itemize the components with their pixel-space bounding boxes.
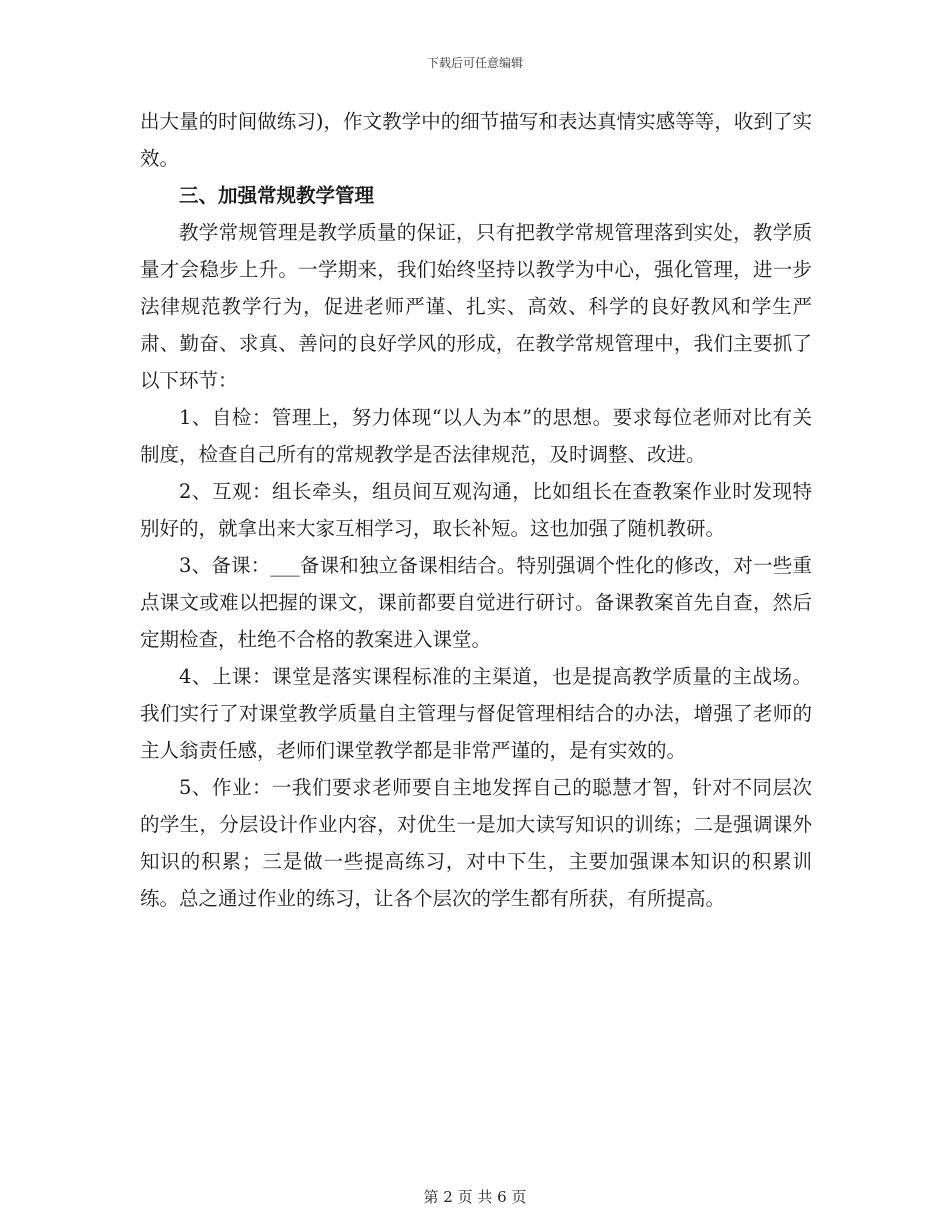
page-header-note: 下载后可任意编辑 [426,56,523,70]
paragraph-lesson-prep: 3、备课：___备课和独立备课相结合。特别强调个性化的修改，对一些重点课文或难以把握的课文，课前都要自觉进行研讨。备课教案首先自查，然后定期检查，杜绝不合格的教案进入课堂。 [140,554,812,651]
paragraph-continuation: 出大量的时间做练习)，作文教学中的细节描写和表达真情实感等等，收到了实效。 [140,110,812,170]
paragraph-homework: 5、作业：一我们要求老师要自主地发挥自己的聪慧才智，针对不同层次的学生，分层设计作业内容，对优生一是加大读写知识的训练；二是强调课外知识的积累；三是做一些提高练习，对中下生，主要加强课本知识的积累训练。总之通过作业的练习，让各个层次的学生都有所获，有所提高。 [140,776,812,910]
section-heading: 三、加强常规教学管理 [179,184,375,207]
paragraph-intro: 教学常规管理是教学质量的保证，只有把教学常规管理落到实处，教学质量才会稳步上升。一学期来，我们始终坚持以教学为中心，强化管理，进一步法律规范教学行为，促进老师严谨、扎实、高效、科学的良好教风和学生严肃、勤奋、求真、善问的良好学风的形成，在教学常规管理中，我们主要抓了以下环节： [140,221,812,392]
document-body [140,103,812,917]
paragraph-mutual-observation: 2、互观：组长牵头，组员间互观沟通，比如组长在查教案作业时发现特别好的，就拿出来大家互相学习，取长补短。这也加强了随机教研。 [140,480,812,540]
page-number: 第 2 页 共 6 页 [423,1188,527,1206]
paragraph-class: 4、上课：课堂是落实课程标准的主渠道，也是提高教学质量的主战场。我们实行了对课堂教学质量自主管理与督促管理相结合的办法，增强了老师的主人翁责任感，老师们课堂教学都是非常严谨的，是有实效的。 [140,665,812,762]
paragraph-self-check: 1、自检：管理上，努力体现“以人为本”的思想。要求每位老师对比有关制度，检查自己所有的常规教学是否法律规范，及时调整、改进。 [140,406,812,466]
